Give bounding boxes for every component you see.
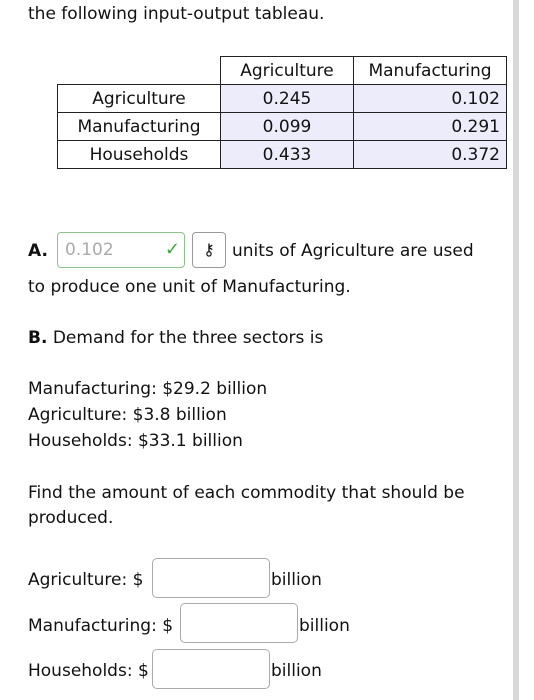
find-text-1: Find the amount of each commodity that should be [28, 483, 465, 503]
agriculture-input[interactable] [152, 558, 270, 598]
col-header-manufacturing: Manufacturing [354, 57, 507, 85]
table-cell: 0.372 [354, 141, 507, 169]
row-header: Agriculture [58, 85, 221, 113]
intro-text: the following input-output tableau. [28, 4, 325, 24]
table-cell: 0.099 [221, 113, 354, 141]
part-b-intro [28, 328, 323, 348]
agriculture-label: Agriculture: $ [28, 570, 144, 590]
row-header: Manufacturing [58, 113, 221, 141]
part-b-intro-text: Demand for the three sectors is [52, 328, 324, 348]
part-a-text-2: to produce one unit of Manufacturing. [28, 277, 351, 297]
manufacturing-label: Manufacturing: $ [28, 616, 174, 636]
table-cell: 0.245 [221, 85, 354, 113]
table-cell: 0.433 [221, 141, 354, 169]
row-header: Households [58, 141, 221, 169]
part-a-text-1: units of Agriculture are used [232, 241, 474, 261]
households-unit: billion [271, 661, 322, 681]
table-cell: 0.102 [354, 85, 507, 113]
table-corner [58, 57, 221, 85]
table-row [58, 141, 507, 169]
households-input[interactable] [152, 649, 270, 689]
demand-manufacturing: Manufacturing: $29.2 billion [28, 379, 268, 399]
scrollbar[interactable] [510, 0, 534, 700]
part-a-label: A. [28, 241, 48, 261]
manufacturing-input[interactable] [180, 603, 298, 643]
col-header-agriculture: Agriculture [221, 57, 354, 85]
agriculture-unit: billion [271, 570, 322, 590]
check-icon: ✓ [164, 239, 180, 260]
find-text-2: produced. [28, 508, 114, 528]
part-a-answer-field[interactable] [57, 232, 185, 268]
demand-agriculture: Agriculture: $3.8 billion [28, 405, 227, 425]
table-row [58, 113, 507, 141]
part-a-answer-value: 0.102 [65, 240, 114, 260]
key-icon[interactable]: ⚷ [192, 232, 226, 268]
demand-households: Households: $33.1 billion [28, 431, 243, 451]
manufacturing-unit: billion [299, 616, 350, 636]
households-label: Households: $ [28, 661, 149, 681]
input-output-table [57, 56, 507, 169]
part-b-label: B. [28, 328, 48, 348]
table-cell: 0.291 [354, 113, 507, 141]
table-row [58, 85, 507, 113]
